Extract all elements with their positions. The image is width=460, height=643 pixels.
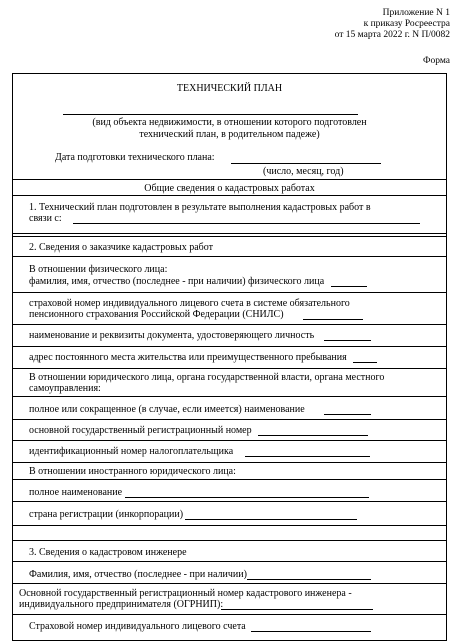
snils-label-2: пенсионного страхования Российской Федерации (СНИЛС) — [29, 309, 284, 320]
full-name-label: полное или сокращенное (в случае, если имеется) наименование — [29, 404, 305, 415]
item-2-header: 2. Сведения о заказчике кадастровых работ — [29, 242, 213, 253]
id-document-label: наименование и реквизиты документа, удостоверяющего личность — [29, 330, 315, 341]
appendix-line-2: к приказу Росреестра — [363, 19, 450, 29]
full-name-field[interactable] — [324, 414, 371, 415]
snils-label-1: страховой номер индивидуального лицевого счета в системе обязательного — [29, 298, 350, 309]
engineer-snils-field[interactable] — [251, 631, 371, 632]
form-title: ТЕХНИЧЕСКИЙ ПЛАН — [176, 83, 283, 94]
inn-field[interactable] — [245, 456, 370, 457]
snils-field[interactable] — [303, 319, 363, 320]
foreign-country-label: страна регистрации (инкорпорации) — [29, 509, 184, 520]
ogrnip-label-2: индивидуального предпринимателя (ОГРНИП): — [19, 599, 224, 610]
prep-date-label: Дата подготовки технического плана: — [55, 152, 215, 163]
item-3-header: 3. Сведения о кадастровом инженере — [29, 547, 187, 558]
ogrn-field[interactable] — [258, 435, 368, 436]
technical-plan-form — [12, 73, 447, 641]
ogrnip-label-1: Основной государственный регистрационный номер кадастрового инженера - — [19, 588, 352, 599]
address-field[interactable] — [353, 362, 377, 363]
appendix-line-1: Приложение N 1 — [382, 8, 450, 18]
foreign-country-field[interactable] — [185, 519, 357, 520]
object-type-hint-1: (вид объекта недвижимости, в отношении которого подготовлен — [92, 117, 367, 128]
inn-label: идентификационный номер налогоплательщика — [29, 446, 234, 457]
item-1-line-2: связи с: — [29, 213, 62, 224]
prep-date-hint: (число, месяц, год) — [263, 166, 344, 177]
ogrn-label: основной государственный регистрационный номер — [29, 425, 252, 436]
foreign-header: В отношении иностранного юридического лица: — [29, 466, 236, 477]
object-type-field[interactable] — [63, 114, 358, 115]
object-type-hint-2: технический план, в родительном падеже) — [139, 129, 320, 140]
section-general: Общие сведения о кадастровых работах — [144, 183, 315, 194]
engineer-fio-field[interactable] — [247, 579, 371, 580]
individual-fio-field[interactable] — [331, 286, 367, 287]
legal-header-2: самоуправления: — [29, 383, 101, 394]
individual-fio-label: фамилия, имя, отчество (последнее - при наличии) физического лица — [29, 276, 325, 287]
item-1-field[interactable] — [73, 223, 420, 224]
individual-header: В отношении физического лица: — [29, 264, 168, 275]
form-label: Форма — [422, 56, 450, 66]
foreign-name-field[interactable] — [125, 497, 369, 498]
appendix-header — [260, 8, 450, 41]
engineer-fio-label: Фамилия, имя, отчество (последнее - при наличии) — [29, 569, 247, 580]
legal-header-1: В отношении юридического лица, органа государственной власти, органа местного — [29, 372, 385, 383]
prep-date-field[interactable] — [231, 163, 381, 164]
foreign-name-label: полное наименование — [29, 487, 123, 498]
engineer-snils-label: Страховой номер индивидуального лицевого счета — [29, 621, 246, 632]
item-1-line-1: 1. Технический план подготовлен в результате выполнения кадастровых работ в — [29, 202, 371, 213]
appendix-line-3: от 15 марта 2022 г. N П/0082 — [334, 30, 450, 40]
id-document-field[interactable] — [324, 340, 371, 341]
address-label: адрес постоянного места жительства или преимущественного пребывания — [29, 352, 347, 363]
ogrnip-field[interactable] — [221, 609, 373, 610]
